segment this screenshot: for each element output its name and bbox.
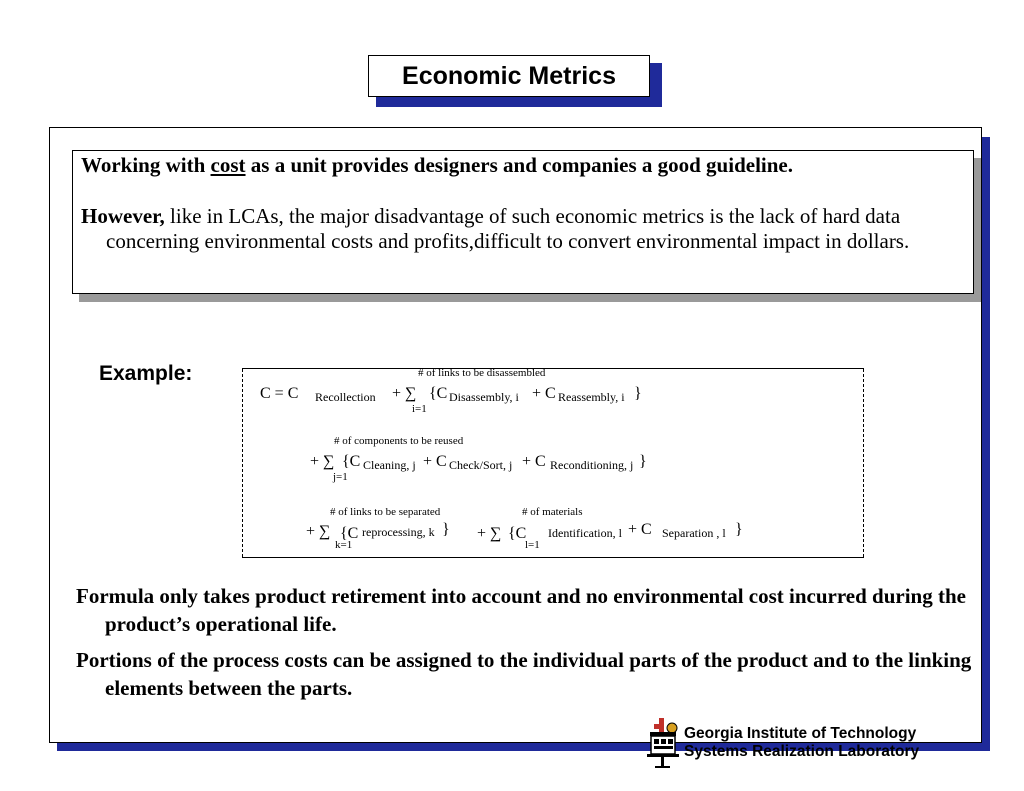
- formula-index-l: l=1: [525, 539, 540, 551]
- formula-index-j: j=1: [333, 471, 348, 483]
- footer-line-2: Systems Realization Laboratory: [684, 743, 920, 760]
- formula-brace-c-2: {C: [342, 453, 361, 470]
- intro-p2-rest: like in LCAs, the major disadvantage of such economic metrics is the lack of hard data concerning environmental costs and profits,difficult to convert environmental impact in dollars.: [106, 204, 910, 253]
- title-box: [368, 55, 650, 97]
- formula-plus-c-1: + C: [532, 385, 556, 402]
- intro-p1-after: as a unit provides designers and companies a good guideline.: [245, 153, 793, 177]
- formula-note-links-separated: # of links to be separated: [330, 506, 441, 518]
- formula-sub-cleaning: Cleaning, j: [363, 458, 416, 472]
- formula-close-3b: }: [735, 521, 743, 538]
- formula-c-equals: C = C: [260, 385, 299, 402]
- formula-note-links-disassembled: # of links to be disassembled: [418, 367, 546, 379]
- intro-paragraph-1: [81, 153, 965, 178]
- formula-plus-sum-3a: + ∑: [306, 523, 331, 540]
- conclusion-item-2: Portions of the process costs can be assigned to the individual parts of the product and to the linking elements between the parts.: [76, 648, 972, 700]
- formula-right-border: [863, 369, 864, 557]
- formula-sub-reassembly: Reassembly, i: [558, 390, 625, 404]
- formula-plus-c-2b: + C: [522, 453, 546, 470]
- formula-plus-sum-2: + ∑: [310, 453, 335, 470]
- intro-p1-before: Working with: [81, 153, 211, 177]
- formula-sub-disassembly: Disassembly, i: [449, 390, 519, 404]
- example-label: Example:: [99, 362, 193, 385]
- intro-p2-bold: However,: [81, 204, 165, 228]
- footer-line-1: Georgia Institute of Technology: [684, 725, 917, 742]
- georgia-tech-logo: [645, 716, 685, 770]
- formula-index-k: k=1: [335, 539, 353, 551]
- formula-sub-reconditioning: Reconditioning, j: [550, 458, 634, 472]
- formula-box: [242, 368, 864, 558]
- formula-close-3a: }: [442, 521, 450, 538]
- formula-close-1: }: [634, 385, 642, 402]
- formula-note-materials: # of materials: [522, 506, 583, 518]
- formula-brace-c-3b: {C: [508, 525, 527, 542]
- formula-close-2: }: [639, 453, 647, 470]
- formula-plus-c-3: + C: [628, 521, 652, 538]
- formula-brace-c-1: {C: [429, 385, 448, 402]
- formula-plus-c-2a: + C: [423, 453, 447, 470]
- intro-box: [72, 150, 974, 294]
- intro-paragraph-2: [81, 204, 965, 254]
- intro-p1-underlined: cost: [210, 153, 246, 177]
- footer-institution: [684, 725, 919, 761]
- formula-sub-recollection: Recollection: [315, 390, 376, 404]
- formula-brace-c-3a: {C: [340, 525, 359, 542]
- formula-plus-sum-3b: + ∑: [477, 525, 502, 542]
- formula-note-components-reused: # of components to be reused: [334, 435, 464, 447]
- formula-sub-reprocessing: reprocessing, k: [362, 525, 435, 539]
- formula-sub-separation: Separation , l: [662, 526, 726, 540]
- conclusion-item-1: Formula only takes product retirement into account and no environmental cost incurred during the product’s operational life.: [76, 584, 966, 636]
- page-title: Economic Metrics: [402, 61, 616, 90]
- formula-sub-identification: Identification, l: [548, 526, 622, 540]
- formula-left-border: [242, 369, 243, 557]
- formula-index-i: i=1: [412, 403, 427, 415]
- conclusion-list: [76, 582, 976, 710]
- formula-plus-sum-1: + ∑: [392, 385, 417, 402]
- formula-sub-check-sort: Check/Sort, j: [449, 458, 513, 472]
